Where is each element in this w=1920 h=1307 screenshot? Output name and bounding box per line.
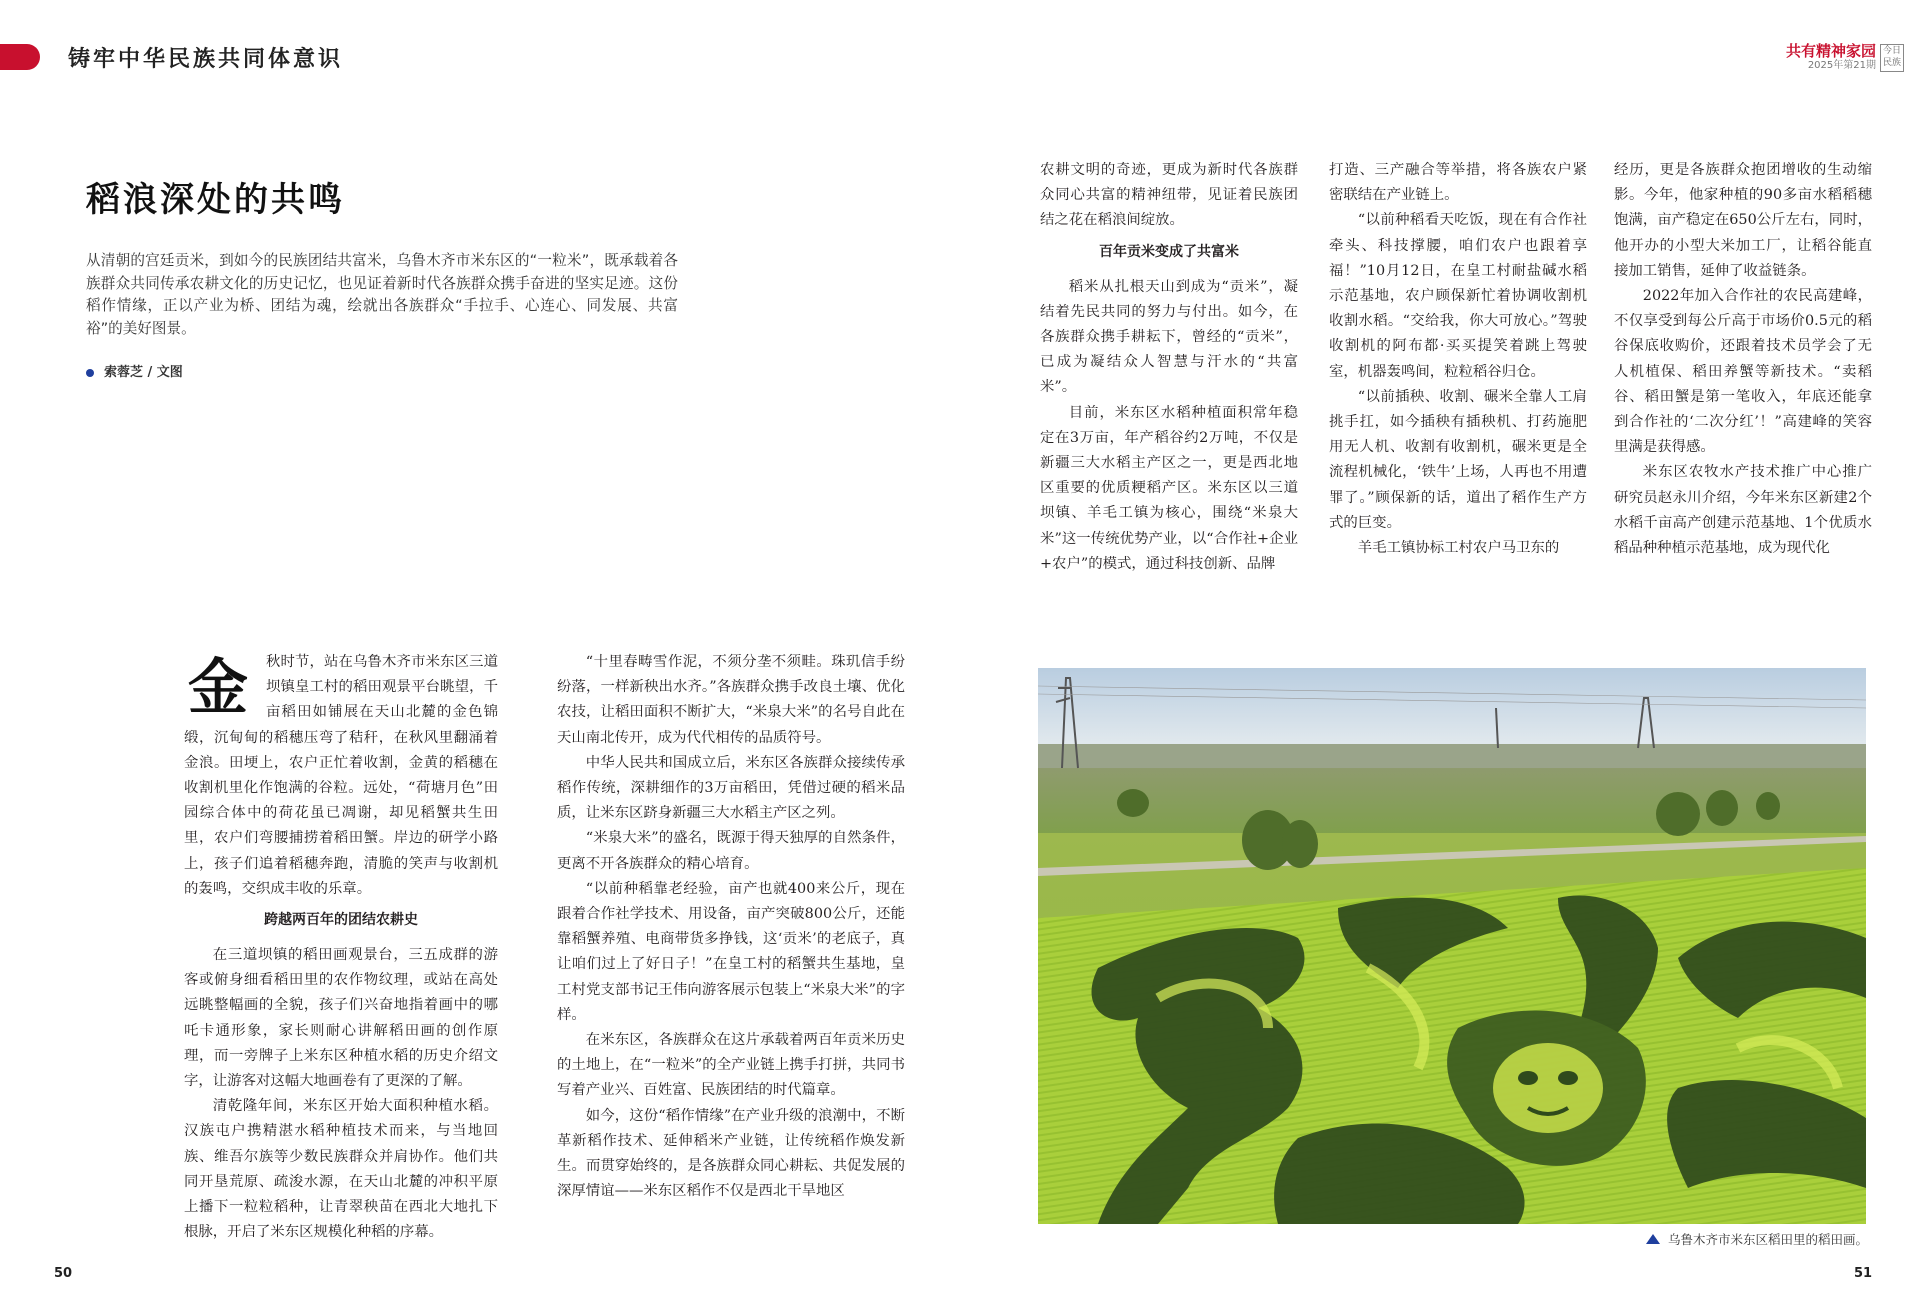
text-column-top-3	[1614, 158, 1872, 561]
paragraph: 2022年加入合作社的农民高建峰，不仅享受到每公斤高于市场价0.5元的稻谷保底收购价，还跟着技术员学会了无人机植保、稻田养蟹等新技术。“卖稻谷、稻田蟹是第一笔收入，年底还能拿到合作社的‘二次分红’！”高建峰的笑容里满是获得感。	[1614, 288, 1872, 456]
caption-triangle-icon	[1646, 1234, 1660, 1244]
paragraph: “以前插秧、收割、碾米全靠人工肩挑手扛，如今插秧有插秧机、打药施肥用无人机、收割有收割机，碾米更是全流程机械化，‘铁牛’上场，人再也不用遭罪了。”顾保新的话，道出了稻作生产方式的巨变。	[1329, 388, 1587, 531]
brand-badge-text: 今日 民族	[1882, 46, 1901, 68]
paragraph: “米泉大米”的盛名，既源于得天独厚的自然条件，更离不开各族群众的精心培育。	[557, 830, 905, 872]
rice-paddy-art-photo	[1038, 668, 1866, 1224]
paragraph: 米东区农牧水产技术推广中心推广研究员赵永川介绍，今年米东区新建2个水稻千亩高产创建示范基地、1个优质水稻品种种植示范基地，成为现代化	[1614, 464, 1872, 557]
paragraph: 在三道坝镇的稻田画观景台，三五成群的游客或俯身细看稻田里的农作物纹理，或站在高处远眺整幅画的全貌，孩子们兴奋地指着画中的哪吒卡通形象，家长则耐心讲解稻田画的创作原理，而一旁牌子上米东区种植水稻的历史介绍文字，让游客对这幅大地画卷有了更深的了解。	[184, 947, 498, 1090]
paragraph: 在米东区，各族群众在这片承载着两百年贡米历史的土地上，在“一粒米”的全产业链上携手打拼，共同书写着产业兴、百姓富、民族团结的时代篇章。	[557, 1032, 905, 1099]
photo-caption	[1646, 1230, 1868, 1248]
paragraph: “十里春畴雪作泥，不须分垄不须畦。珠玑信手纷纷落，一样新秧出水齐。”各族群众携手改良土壤、优化农技，让稻田面积不断扩大，“米泉大米”的名号自此在天山南北传开，成为代代相传的品质符号。	[557, 654, 905, 746]
article-lead: 从清朝的宫廷贡米，到如今的民族团结共富米，乌鲁木齐市米东区的“一粒米”，既承载着各族群众共同传承农耕文化的历史记忆，也见证着新时代各族群众携手奋进的坚实足迹。这份稻作情缘，正以产业为桥、团结为魂，绘就出各族群众“手拉手、心连心、同发展、共富裕”的美好图景。	[86, 252, 678, 337]
magazine-brand	[1785, 42, 1901, 72]
text-column-top-1	[1040, 158, 1298, 577]
cartoon-face	[1493, 1043, 1603, 1133]
brand-badge	[1880, 44, 1904, 72]
paragraph: 中华人民共和国成立后，米东区各族群众接续传承稻作传统，深耕细作的3万亩稻田，凭借过硬的稻米品质，让米东区跻身新疆三大水稻主产区之列。	[557, 754, 905, 822]
paragraph-text: 秋时节，站在乌鲁木齐市米东区三道坝镇皇工村的稻田观景平台眺望，千亩稻田如铺展在天山北麓的金色锦缎，沉甸甸的稻穗压弯了秸秆，在秋风里翻涌着金浪。田埂上，农户正忙着收割，金黄的稻穗在收割机里化作饱满的谷粒。远处，“荷塘月色”田园综合体中的荷花虽已凋谢，却见稻蟹共生田里，农户们弯腰捕捞着稻田蟹。岸边的研学小路上，孩子们追着稻穗奔跑，清脆的笑声与收割机的轰鸣，交织成丰收的乐章。	[184, 654, 498, 897]
byline-dot-icon	[86, 369, 94, 377]
issue-number: 2025年第21期	[1807, 60, 1876, 71]
section-tab-marker	[0, 44, 40, 70]
paragraph: “以前种稻看天吃饭，现在有合作社牵头、科技撑腰，咱们农户也跟着享福！”10月12日，在皇工村耐盐碱水稻示范基地，农户顾保新忙着协调收割机收割水稻。“交给我，你大可放心。”驾驶收割机的阿布都·买买提笑着跳上驾驶室，机器轰鸣间，粒粒稻谷归仓。	[1329, 212, 1587, 380]
paragraph: 如今，这份“稻作情缘”在产业升级的浪潮中，不断革新稻作技术、延伸稻米产业链，让传统稻作焕发新生。而贯穿始终的，是各族群众同心耕耘、共促发展的深厚情谊——米东区稻作不仅是西北干旱地区	[557, 1107, 905, 1200]
byline	[86, 361, 183, 380]
subheading: 跨越两百年的团结农耕史	[264, 912, 418, 929]
paragraph: 目前，米东区水稻种植面积常年稳定在3万亩，年产稻谷约2万吨，不仅是新疆三大水稻主产区之一，更是西北地区重要的优质粳稻产区。米东区以三道坝镇、羊毛工镇为核心，围绕“米泉大米”这一传统优势产业，以“合作社+企业+农户”的模式，通过科技创新、品牌	[1040, 404, 1298, 572]
paragraph: 稻米从扎根天山到成为“贡米”，凝结着先民共同的努力与付出。如今，在各族群众携手耕耘下，曾经的“贡米”，已成为凝结众人智慧与汗水的“共富米”。	[1040, 278, 1298, 396]
text-column-bottom-2	[557, 650, 905, 1204]
paragraph: 农耕文明的奇迹，更成为新时代各族群众同心共富的精神纽带，见证着民族团结之花在稻浪间绽放。	[1040, 162, 1298, 229]
paragraph	[184, 650, 498, 902]
paddy-illustration	[1038, 668, 1866, 1224]
brand-name: 共有精神家园	[1785, 42, 1876, 60]
page-number-left: 50	[54, 1266, 73, 1281]
drop-cap: 金	[188, 653, 248, 723]
subheading: 百年贡米变成了共富米	[1099, 243, 1239, 260]
paragraph: 打造、三产融合等举措，将各族农户紧密联结在产业链上。	[1329, 162, 1587, 204]
caption-text: 乌鲁木齐市米东区稻田里的稻田画。	[1668, 1232, 1869, 1247]
paragraph: “以前种稻靠老经验，亩产也就400来公斤，现在跟着合作社学技术、用设备，亩产突破800公斤，还能靠稻蟹养殖、电商带货多挣钱，这‘贡米’的老底子，真让咱们过上了好日子！”在皇工村的稻蟹共生基地，皇工村党支部书记王伟向游客展示包装上“米泉大米”的字样。	[557, 880, 905, 1023]
byline-text: 索蓉芝 / 文图	[104, 365, 183, 380]
text-column-top-2	[1329, 158, 1587, 561]
far-fields	[1038, 768, 1866, 838]
article-title: 稻浪深处的共鸣	[86, 180, 345, 220]
paragraph: 经历，更是各族群众抱团增收的生动缩影。今年，他家种植的90多亩水稻稻穗饱满，亩产稳定在650公斤左右，同时，他开办的小型大米加工厂，让稻谷能直接加工销售，延伸了收益链条。	[1614, 162, 1872, 279]
sky	[1038, 668, 1866, 754]
paragraph: 清乾隆年间，米东区开始大面积种植水稻。汉族屯户携精湛水稻种植技术而来，与当地回族、维吾尔族等少数民族群众并肩协作。他们共同开垦荒原、疏浚水源，在天山北麓的冲积平原上播下一粒粒稻种，让青翠秧苗在西北大地扎下根脉，开启了米东区规模化种稻的序幕。	[184, 1098, 498, 1241]
paragraph: 羊毛工镇协标工村农户马卫东的	[1357, 540, 1560, 557]
text-column-bottom-1	[184, 650, 498, 1245]
section-title: 铸牢中华民族共同体意识	[68, 47, 344, 72]
page-number-right: 51	[1854, 1266, 1873, 1281]
